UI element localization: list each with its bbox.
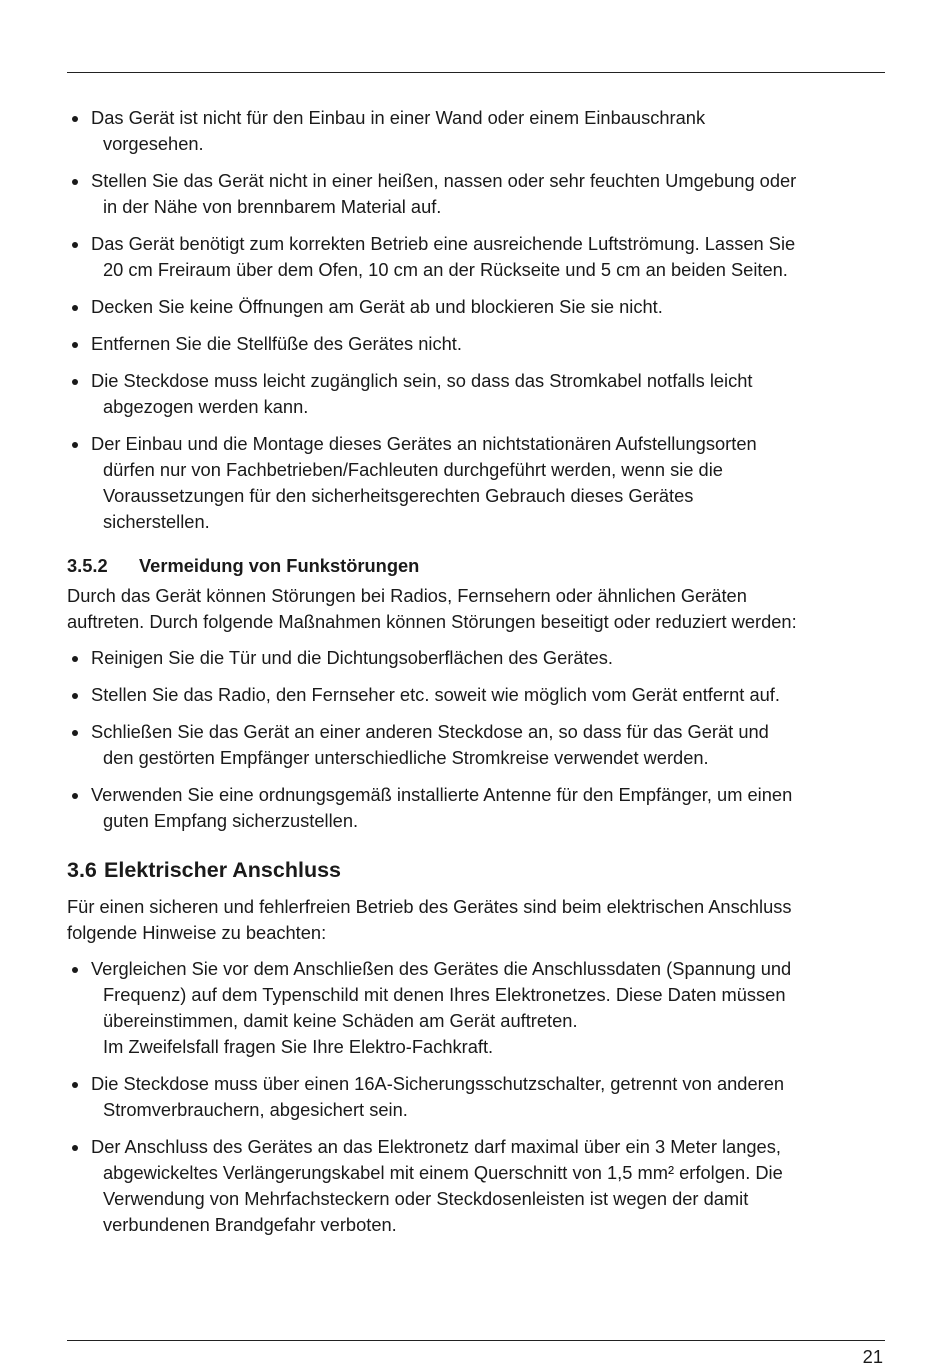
- header-rule: [67, 72, 885, 73]
- safety-bullet-list: [67, 105, 885, 535]
- page-number: 21: [862, 1346, 883, 1367]
- subsection-number: 3.5.2: [67, 555, 108, 576]
- subsection-intro-paragraph: Durch das Gerät können Störungen bei Radios, Fernsehern oder ähnlichen Geräten auftreten. Durch folgende Maßnahmen können Störungen beseitigt oder reduziert werden:: [67, 585, 797, 632]
- electrical-bullet-list: [67, 956, 885, 1238]
- list-item: Das Gerät benötigt zum korrekten Betrieb eine ausreichende Luftströmung. Lassen Sie 20 cm Freiraum über dem Ofen, 10 cm an der Rückseite und 5 cm an beiden Seiten.: [67, 231, 885, 283]
- list-item: Der Einbau und die Montage dieses Gerätes an nichtstationären Aufstellungsorten dürfen nur von Fachbetrieben/Fachleuten durchgeführt werden, wenn sie die Voraussetzungen für den sicherheitsgerechten Gebrauch dieses Gerätes sicherstellen.: [67, 431, 885, 535]
- section-heading-3-6: [67, 856, 885, 884]
- list-item: Das Gerät ist nicht für den Einbau in einer Wand oder einem Einbauschrank vorgesehen.: [67, 105, 885, 157]
- list-item: Verwenden Sie eine ordnungsgemäß installierte Antenne für den Empfänger, um einen guten Empfang sicherzustellen.: [67, 782, 885, 834]
- list-item: Stellen Sie das Gerät nicht in einer heißen, nassen oder sehr feuchten Umgebung oder in der Nähe von brennbarem Material auf.: [67, 168, 885, 220]
- list-item: Die Steckdose muss über einen 16A-Sicherungsschutzschalter, getrennt von anderen Stromverbrauchern, abgesichert sein.: [67, 1071, 885, 1123]
- list-item: Schließen Sie das Gerät an einer anderen Steckdose an, so dass für das Gerät und den gestörten Empfänger unterschiedliche Stromkreise verwendet werden.: [67, 719, 885, 771]
- list-item: Die Steckdose muss leicht zugänglich sein, so dass das Stromkabel notfalls leicht abgezogen werden kann.: [67, 368, 885, 420]
- section-intro-paragraph: Für einen sicheren und fehlerfreien Betrieb des Gerätes sind beim elektrischen Anschluss folgende Hinweise zu beachten:: [67, 896, 792, 943]
- interference-bullet-list: [67, 645, 885, 834]
- subsection-heading-3-5-2: [67, 553, 885, 579]
- list-item: Vergleichen Sie vor dem Anschließen des Gerätes die Anschlussdaten (Spannung und Frequenz) auf dem Typenschild mit denen Ihres Elektronetzes. Diese Daten müssen übereinstimmen, damit keine Schäden am Gerät auftreten. Im Zweifelsfall fragen Sie Ihre Elektro-Fachkraft.: [67, 956, 885, 1060]
- list-item: Entfernen Sie die Stellfüße des Gerätes nicht.: [67, 331, 885, 357]
- list-item: Reinigen Sie die Tür und die Dichtungsoberflächen des Gerätes.: [67, 645, 885, 671]
- section-number: 3.6: [67, 858, 97, 882]
- list-item: Stellen Sie das Radio, den Fernseher etc. soweit wie möglich vom Gerät entfernt auf.: [67, 682, 885, 708]
- section-title: Elektrischer Anschluss: [104, 858, 342, 882]
- subsection-title: Vermeidung von Funkstörungen: [139, 555, 420, 576]
- page-content: [67, 105, 885, 1249]
- list-item: Der Anschluss des Gerätes an das Elektronetz darf maximal über ein 3 Meter langes, abgewickeltes Verlängerungskabel mit einem Querschnitt von 1,5 mm² erfolgen. Die Verwendung von Mehrfachsteckern oder Steckdosenleisten ist wegen der damit verbundenen Brandgefahr verboten.: [67, 1134, 885, 1238]
- list-item: Decken Sie keine Öffnungen am Gerät ab und blockieren Sie sie nicht.: [67, 294, 885, 320]
- footer-rule: [67, 1340, 885, 1341]
